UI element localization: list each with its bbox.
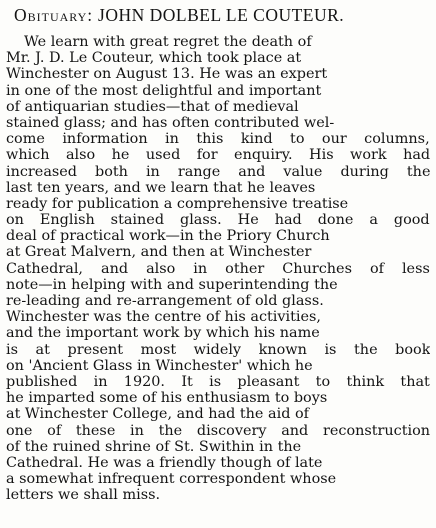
- text-line: note—in helping with and superintending the: [6, 276, 338, 293]
- text-line: at Great Malvern, and then at Winchester: [6, 244, 312, 261]
- text-line: Cathedral, and also in other Churches of less: [6, 260, 430, 277]
- text-line: We learn with great regret the death of: [24, 34, 312, 50]
- heading-name: JOHN DOLBEL LE COUTEUR.: [98, 5, 345, 25]
- text-line: deal of practical work—in the Priory Church: [6, 228, 330, 245]
- text-line: at Winchester College, and had the aid of: [6, 406, 309, 423]
- text-line: ready for publication a comprehensive treatise: [6, 195, 349, 212]
- text-line: re-leading and re-arrangement of old glass.: [6, 293, 324, 309]
- text-line: Winchester on August 13. He was an expert: [6, 66, 328, 83]
- obituary-body: [6, 34, 430, 503]
- text-line: increased both in range and value during the: [6, 163, 430, 180]
- heading-label: Obituary:: [14, 5, 94, 25]
- text-line: letters we shall miss.: [6, 487, 161, 504]
- text-line: on 'Ancient Glass in Winchester' which he: [6, 357, 313, 374]
- text-line: of antiquarian studies—that of medieval: [6, 98, 299, 115]
- text-line: one of these in the discovery and reconstruction: [6, 422, 430, 439]
- text-line: Mr. J. D. Le Couteur, which took place at: [6, 50, 302, 67]
- obituary-heading: [14, 4, 430, 26]
- text-line: on English stained glass. He had done a good: [6, 212, 430, 229]
- text-line: published in 1920. It is pleasant to think that: [6, 373, 430, 390]
- text-line: Cathedral. He was a friendly though of late: [6, 454, 323, 471]
- text-line: of the ruined shrine of St. Swithin in the: [6, 438, 302, 455]
- text-line: stained glass; and has often contributed wel-: [6, 114, 335, 131]
- text-line: come information in this kind to our columns,: [6, 131, 430, 148]
- text-line: he imparted some of his enthusiasm to boys: [6, 390, 328, 407]
- text-line: last ten years, and we learn that he leaves: [6, 179, 316, 196]
- text-line: and the important work by which his name: [6, 325, 320, 342]
- text-line: Winchester was the centre of his activities,: [6, 309, 321, 326]
- text-line: which also he used for enquiry. His work had: [6, 147, 430, 164]
- text-line: in one of the most delightful and important: [6, 82, 322, 99]
- text-line: a somewhat infrequent correspondent whose: [6, 471, 337, 488]
- text-line: is at present most widely known is the book: [6, 341, 430, 358]
